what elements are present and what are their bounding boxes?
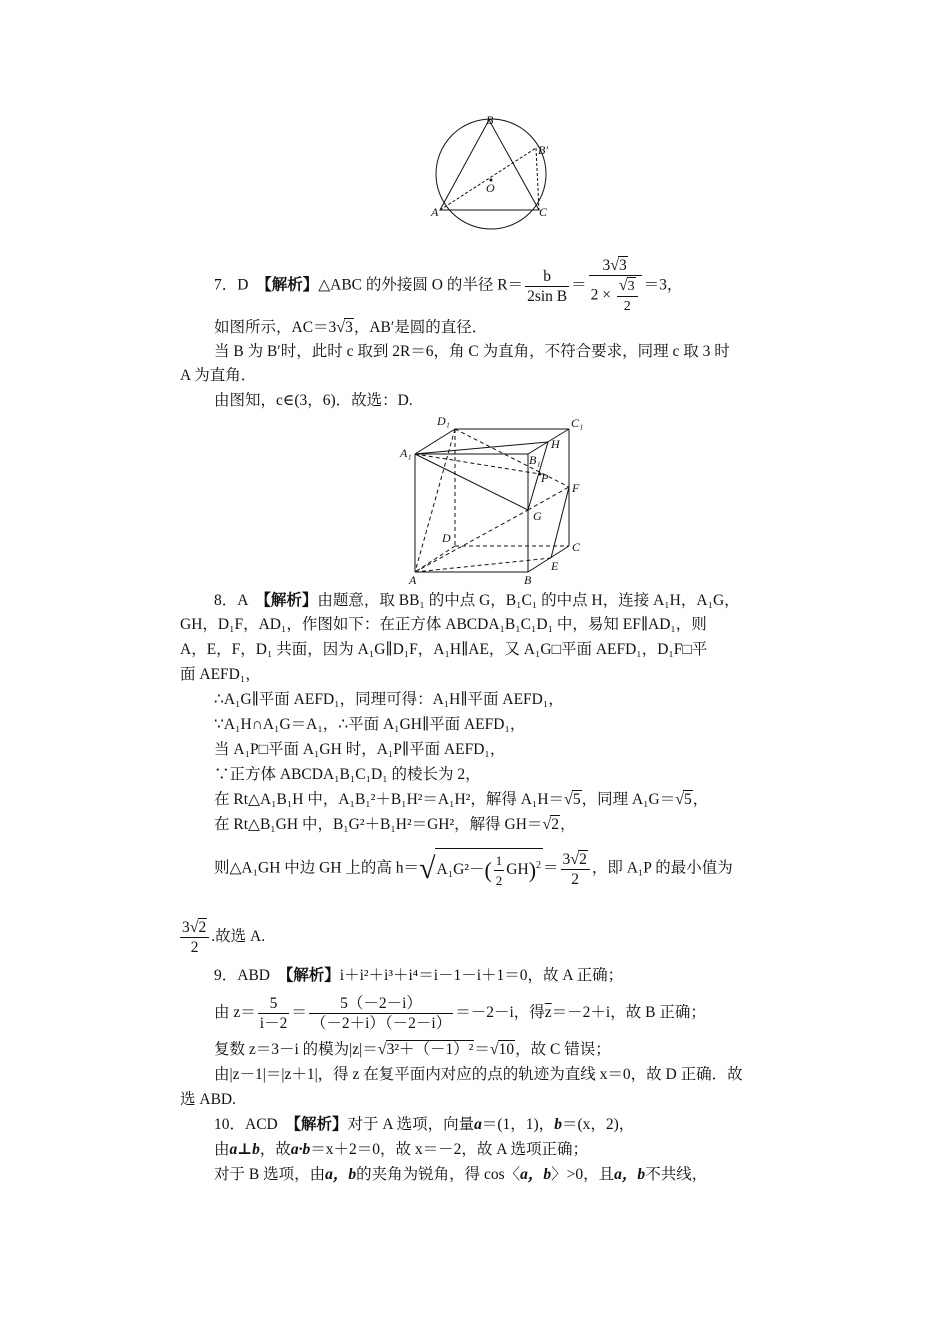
p9-line3: 复数 z＝3－i 的模为|z|＝√3²＋（－1）²＝√10，故 C 错误； [214,1041,611,1058]
cube-figure [396,412,592,592]
p8-line6: ∵A₁H∩A₁G＝A₁，∴平面 A₁GH∥平面 AEFD₁， [214,716,526,733]
p8-line12: $\frac{3√2}{2}$ .故选 A. [182,919,266,956]
p7-line5: 由图知，c∈(3，6)．故选：D. [214,392,413,409]
label-A: A [431,205,439,219]
p7-line4: A 为直角． [180,367,257,384]
p8-line7: 当 A₁P□平面 A₁GH 时，A₁P∥平面 AEFD₁， [214,741,506,758]
label-O: O [486,181,495,195]
label-B1: B₁ [529,453,541,467]
label-A: A [409,573,417,587]
p9-line4: 由|z－1|＝|z＋1|，得 z 在复平面内对应的点的轨迹为直线 x＝0，故 D 正确．故 [214,1066,743,1083]
p8-line9: 在 Rt△A₁B₁H 中，A₁B₁²＋B₁H²＝A₁H²，解得 A₁H＝√5，同理 A₁G＝√5， [214,791,709,808]
label-A1: A₁ [400,446,412,460]
label-C: C [572,540,581,554]
p10-line3: 对于 B 选项，由a，b的夹角为锐角，得 cos〈a，b〉>0，且a，b不共线， [214,1166,708,1183]
p9-line2: 由 z＝ $\frac{5}{i-2}$ ＝ $\frac{5(-2-i)}{(-2+i)(-2-i)}$ ＝－2－i，得$\overline{z}=-2+i$，故 B 正确； [214,995,706,1032]
p7-tag: 【解析】 [263,276,319,294]
p10-line1: 10．ACD 【解析】对于 A 选项，向量a＝(1，1)，b＝(x，2)， [214,1116,635,1133]
p8-line3: A，E，F，D₁ 共面，因为 A₁G∥D₁F，A₁H∥AE，又 A₁G□平面 AEFD₁，D₁F□平 [180,641,708,658]
label-F: F [572,481,580,495]
p7-line1: 7．D 【解析】△ABC 的外接圆 O 的半径 R＝ $\frac{b}{\text{2sin B}}$ ＝ 3√3 2 × $\frac{√3}{2}$ ＝3， [214,257,683,314]
p7-frac-3sqrt3: 3√3 2 × $\frac{√3}{2}$ [589,256,642,316]
p8-line11: 则△A₁GH 中边 GH 上的高 h＝√A₁G²－( $\frac{1}{2}$ GH)$^2$ ＝ $\frac{3√2}{2}$ ，即 A₁P 的最小值为 [214,848,733,890]
p8-line2: GH，D₁F，AD₁，作图如下：在正方体 ABCDA₁B₁C₁D₁ 中，易知 EF∥AD₁，则 [180,616,707,633]
p10-line2: 由a⊥b，故a·b＝x＋2＝0，故 x＝－2，故 A 选项正确； [214,1141,589,1158]
p7-number: 7．D [214,276,249,294]
label-C1: C₁ [571,416,584,430]
label-C: C [539,205,548,219]
p8-line10: 在 Rt△B₁GH 中，B₁G²＋B₁H²＝GH²，解得 GH＝√2， [214,816,576,833]
p8-line4: 面 AEFD₁， [180,666,261,683]
p9-line1: 9．ABD 【解析】i＋i²＋i³＋i⁴＝i－1－i＋1＝0，故 A 正确； [214,967,624,984]
label-B: B [524,573,532,587]
p7-line3: 当 B 为 B′时，此时 c 取到 2R＝6，角 C 为直角，不符合要求，同理 c 取 3 时 [214,343,730,360]
label-B: B [486,113,494,127]
circle-triangle-figure [420,110,570,230]
p7-frac-b: $\frac{b}{\text{2sin B}}$ [527,267,568,305]
label-H: H [551,437,560,451]
p8-line1: 8．A 【解析】由题意，取 BB₁ 的中点 G，B₁C₁ 的中点 H，连接 A₁H，A₁G， [214,592,740,609]
label-D1: D₁ [437,414,450,428]
label-B-prime: B′ [538,143,548,157]
label-P: P [541,471,549,485]
label-E: E [551,559,559,573]
label-D: D [442,531,451,545]
p8-line8: ∵正方体 ABCDA₁B₁C₁D₁ 的棱长为 2， [214,766,481,783]
p8-line5: ∴A₁G∥平面 AEFD₁，同理可得：A₁H∥平面 AEFD₁， [214,691,564,708]
p7-line2: 如图所示，AC＝3√3，AB′是圆的直径． [214,319,488,336]
label-G: G [533,509,542,523]
p9-line5: 选 ABD. [180,1091,236,1108]
